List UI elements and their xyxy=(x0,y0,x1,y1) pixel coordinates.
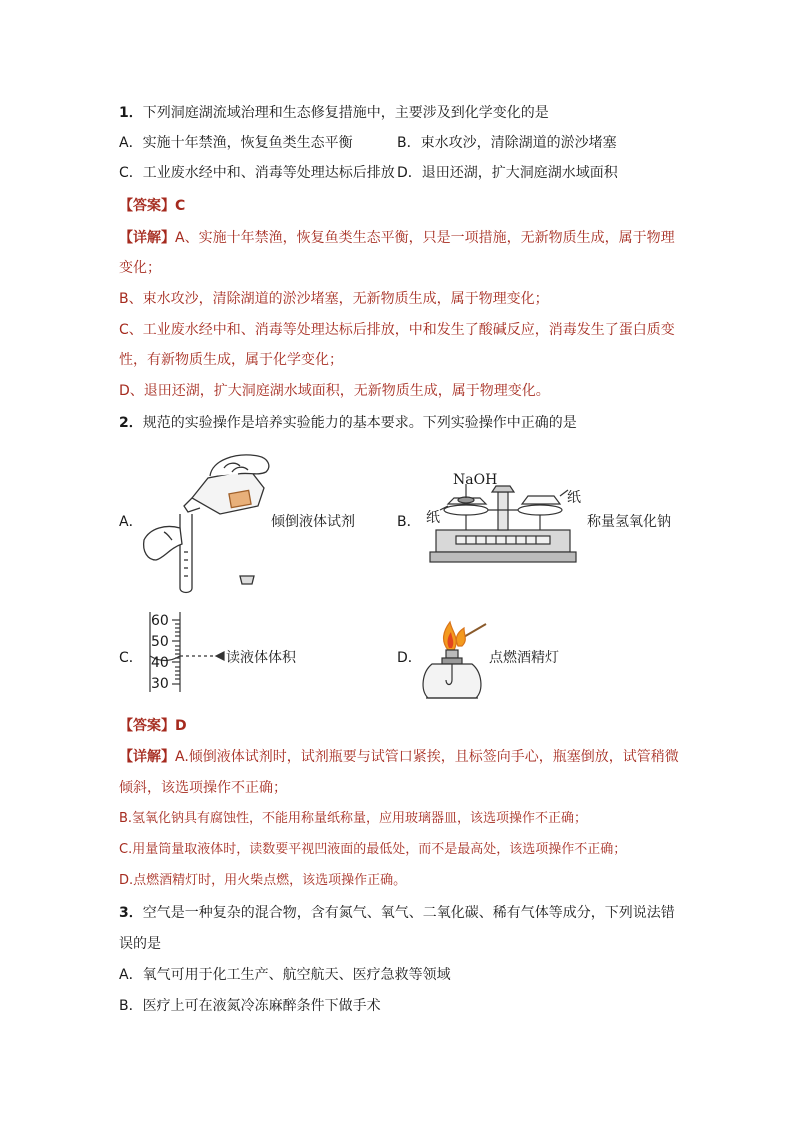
q2-answer-label: 【答案】 xyxy=(119,718,175,734)
q2-option-a-caption: 倾倒液体试剂 xyxy=(271,514,355,530)
paper-label-left: 纸 xyxy=(426,510,440,526)
q1-option-b: B．束水攻沙，清除湖道的淤沙堵塞 xyxy=(397,135,617,151)
q2-stem xyxy=(119,413,577,433)
q2-detail-d: D.点燃酒精灯时，用火柴点燃，该选项操作正确。 xyxy=(119,873,407,888)
q2-stem-text: 规范的实验操作是培养实验能力的基本要求。下列实验操作中正确的是 xyxy=(142,415,577,431)
q2-detail-a1-text: A.倾倒液体试剂时，试剂瓶要与试管口紧挨，且标签向手心，瓶塞倒放，试管稍微 xyxy=(175,749,679,765)
q2-option-c-caption: 读液体体积 xyxy=(226,650,296,666)
q1-number: 1． xyxy=(119,105,143,121)
q1-option-d: D．退田还湖，扩大洞庭湖水域面积 xyxy=(397,165,618,181)
q1-stem xyxy=(119,103,549,123)
q2-option-a-letter: A． xyxy=(119,514,143,530)
q1-detail-label: 【详解】 xyxy=(119,230,175,246)
q3-option-a: A．氧气可用于化工生产、航空航天、医疗急救等领域 xyxy=(119,967,451,983)
q1-detail-a1 xyxy=(119,228,675,248)
scale-mark-40: 40 xyxy=(151,655,169,671)
q3-stem-2: 误的是 xyxy=(119,936,161,952)
q1-answer xyxy=(119,196,185,216)
q2-answer xyxy=(119,716,187,736)
balance-figure xyxy=(426,470,586,570)
q2-option-d-caption: 点燃酒精灯 xyxy=(489,650,559,666)
q2-answer-value: D xyxy=(175,718,187,734)
scale-mark-30: 30 xyxy=(151,676,169,692)
q1-detail-b: B、束水攻沙，清除湖道的淤沙堵塞，无新物质生成，属于物理变化； xyxy=(119,291,549,307)
scale-mark-50: 50 xyxy=(151,634,169,650)
q1-stem-text: 下列洞庭湖流域治理和生态修复措施中，主要涉及到化学变化的是 xyxy=(142,105,549,121)
q3-option-b: B．医疗上可在液氮冷冻麻醉条件下做手术 xyxy=(119,998,381,1014)
q2-option-c-letter: C． xyxy=(119,650,143,666)
q2-detail-a1 xyxy=(119,747,679,767)
q2-option-b-caption: 称量氢氧化钠 xyxy=(587,514,671,530)
q1-option-a: A．实施十年禁渔，恢复鱼类生态平衡 xyxy=(119,135,353,151)
paper-label-right: 纸 xyxy=(567,490,581,506)
q2-number: 2． xyxy=(119,415,143,431)
q1-detail-a2: 变化； xyxy=(119,260,161,276)
q2-option-b-letter: B． xyxy=(397,514,421,530)
q2-detail-c: C.用量筒量取液体时，读数要平视凹液面的最低处，而不是最高处，该选项操作不正确； xyxy=(119,842,627,857)
q1-detail-d: D、退田还湖，扩大洞庭湖水域面积，无新物质生成，属于物理变化。 xyxy=(119,383,550,399)
q1-detail-c1: C、工业废水经中和、消毒等处理达标后排放，中和发生了酸碱反应，消毒发生了蛋白质变 xyxy=(119,322,675,338)
pouring-liquid-figure xyxy=(140,448,280,598)
q2-detail-label: 【详解】 xyxy=(119,749,175,765)
q1-answer-value: C xyxy=(175,198,186,214)
naoh-label: NaOH xyxy=(453,472,498,488)
q2-option-d-letter: D． xyxy=(397,650,422,666)
q3-number: 3． xyxy=(119,905,143,921)
q3-stem-1 xyxy=(119,903,675,923)
alcohol-lamp-figure xyxy=(418,620,490,704)
q1-detail-c2: 性，有新物质生成，属于化学变化； xyxy=(119,352,343,368)
scale-mark-60: 60 xyxy=(151,613,169,629)
q1-option-c: C．工业废水经中和、消毒等处理达标后排放 xyxy=(119,165,395,181)
q1-answer-label: 【答案】 xyxy=(119,198,175,214)
q2-detail-b: B.氢氧化钠具有腐蚀性，不能用称量纸称量，应用玻璃器皿，该选项操作不正确； xyxy=(119,811,588,826)
q2-detail-a2: 倾斜，该选项操作不正确； xyxy=(119,780,287,796)
q3-stem-1-text: 空气是一种复杂的混合物，含有氮气、氧气、二氧化碳、稀有气体等成分，下列说法错 xyxy=(142,905,675,921)
q1-detail-a1-text: A、实施十年禁渔，恢复鱼类生态平衡，只是一项措施，无新物质生成，属于物理 xyxy=(175,230,675,246)
